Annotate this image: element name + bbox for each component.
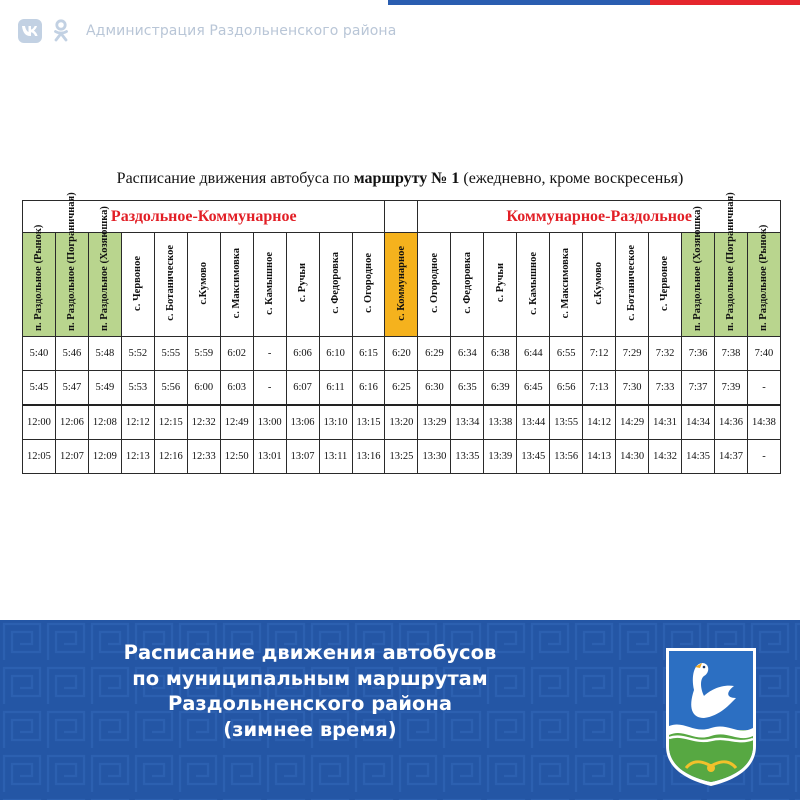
stop-header [220,233,253,337]
time-cell: 6:34 [451,337,484,371]
time-cell: 6:02 [220,337,253,371]
time-cell: 5:47 [55,371,88,406]
time-cell: 13:56 [550,440,583,474]
time-cell: 6:11 [319,371,352,406]
bottom-banner [0,620,800,800]
time-cell: 5:56 [154,371,187,406]
stop-name: с. Коммунарное [395,245,407,321]
time-cell: 13:15 [352,405,385,440]
time-row [23,405,781,440]
time-cell: 13:06 [286,405,319,440]
schedule-title-prefix: Расписание движения автобуса по [116,170,350,187]
top-header [0,0,800,52]
time-cell: 5:55 [154,337,187,371]
time-cell: - [253,337,286,371]
banner-line: (зимнее время) [223,718,397,742]
stop-name: с. Ботаническое [165,245,177,321]
stop-name: с. Федоровка [329,252,341,314]
schedule-title-suffix: (ежедневно, кроме воскресенья) [463,170,684,187]
time-cell: 13:35 [451,440,484,474]
time-cell: 7:12 [583,337,616,371]
banner-title [60,640,560,743]
time-cell: 14:38 [747,405,780,440]
time-cell: 7:30 [616,371,649,406]
stop-name: п. Раздольное (Рынок) [758,224,770,331]
stop-name: с. Червоное [659,255,671,311]
stop-name: п. Раздольное (Хозяюшка) [99,206,111,331]
stop-name: с. Огородное [428,253,440,313]
time-cell: 13:29 [418,405,451,440]
stop-name: с. Огородное [362,253,374,313]
time-cell: 14:37 [715,440,748,474]
time-cell: 6:35 [451,371,484,406]
stop-header [121,233,154,337]
time-cell: 7:37 [682,371,715,406]
time-cell: 7:40 [747,337,780,371]
stop-header [418,233,451,337]
time-cell: 12:00 [23,405,56,440]
time-cell: 12:06 [55,405,88,440]
time-cell: 5:46 [55,337,88,371]
time-cell: 6:45 [517,371,550,406]
stop-name: с.Кумово [593,261,605,305]
time-cell: 7:33 [649,371,682,406]
time-cell: 12:09 [88,440,121,474]
time-cell: 5:45 [23,371,56,406]
odnoklassniki-icon[interactable] [52,18,70,44]
time-cell: 6:56 [550,371,583,406]
time-cell: 13:07 [286,440,319,474]
time-cell: 13:39 [484,440,517,474]
direction-1-header: Раздольное-Коммунарное [23,201,385,233]
time-cell: 12:49 [220,405,253,440]
time-cell: 6:39 [484,371,517,406]
time-cell: 14:36 [715,405,748,440]
time-cell: 6:10 [319,337,352,371]
direction-spacer [385,201,418,233]
stop-header [715,192,748,337]
stop-header [451,233,484,337]
stop-header [517,233,550,337]
stop-name: с. Червоное [132,255,144,311]
banner-line: Расписание движения автобусов [123,641,497,664]
time-cell: 7:36 [682,337,715,371]
time-cell: 6:16 [352,371,385,406]
time-cell: 5:48 [88,337,121,371]
time-cell: - [747,440,780,474]
time-row [23,371,781,406]
time-cell: 12:32 [187,405,220,440]
stop-name: с. Максимовка [230,247,242,319]
time-cell: 6:25 [385,371,418,406]
time-cell: 14:35 [682,440,715,474]
time-cell: 5:40 [23,337,56,371]
time-cell: 13:11 [319,440,352,474]
time-cell: 6:29 [418,337,451,371]
time-cell: 6:06 [286,337,319,371]
time-cell: 5:49 [88,371,121,406]
time-cell: 5:59 [187,337,220,371]
time-cell: 13:45 [517,440,550,474]
direction-2-header: Коммунарное-Раздольное [418,201,781,233]
schedule-table [22,192,781,474]
time-cell: 13:44 [517,405,550,440]
time-cell: 6:20 [385,337,418,371]
stop-name: с. Ботаническое [626,245,638,321]
time-cell: 12:12 [121,405,154,440]
time-cell: 13:10 [319,405,352,440]
banner-line: Раздольненского района [167,692,453,716]
swan-coat-of-arms-icon [664,646,758,788]
schedule-title [0,170,800,188]
stop-header [286,233,319,337]
time-cell: 6:44 [517,337,550,371]
time-cell: 12:05 [23,440,56,474]
stop-header [649,233,682,337]
time-cell: 14:34 [682,405,715,440]
administration-title: Администрация Раздольненского района [86,23,397,39]
time-cell: - [747,371,780,406]
stop-header [88,206,121,337]
tricolor-stripe [0,0,800,5]
stop-name: п. Раздольное (Хозяюшка) [692,206,704,331]
time-cell: 13:01 [253,440,286,474]
time-cell: 14:30 [616,440,649,474]
time-cell: 6:38 [484,337,517,371]
stop-header [319,233,352,337]
time-cell: 7:32 [649,337,682,371]
stop-header [253,233,286,337]
time-row [23,440,781,474]
time-cell: 13:16 [352,440,385,474]
time-cell: 13:38 [484,405,517,440]
stops-row [23,233,781,337]
time-row [23,337,781,371]
stop-name: п. Раздольное (Пограничная) [66,192,78,331]
stop-name: с. Ручьи [296,263,308,303]
direction-row [23,201,781,233]
time-cell: 6:03 [220,371,253,406]
time-cell: 6:07 [286,371,319,406]
vk-icon[interactable] [18,19,42,43]
time-cell: 7:29 [616,337,649,371]
time-cell: 5:52 [121,337,154,371]
stop-name: п. Раздольное (Рынок) [33,224,45,331]
time-cell: 14:29 [616,405,649,440]
stop-header [352,233,385,337]
stop-header [550,233,583,337]
stop-header [154,233,187,337]
time-cell: 14:12 [583,405,616,440]
stop-name: с. Камышное [263,251,275,315]
stop-name: с.Кумово [197,261,209,305]
stop-header [747,224,780,337]
stop-header [385,233,418,337]
time-cell: 6:30 [418,371,451,406]
stop-header [187,233,220,337]
time-cell: 6:00 [187,371,220,406]
banner-line: по муниципальным маршрутам [132,666,488,690]
time-cell: 12:15 [154,405,187,440]
time-cell: 13:34 [451,405,484,440]
stop-header [484,233,517,337]
time-cell: 7:39 [715,371,748,406]
time-cell: 12:07 [55,440,88,474]
stop-header [616,233,649,337]
stop-header [682,206,715,337]
time-cell: 6:15 [352,337,385,371]
stop-header [23,224,56,337]
time-cell: 12:16 [154,440,187,474]
time-cell: 14:31 [649,405,682,440]
stop-name: с. Максимовка [560,247,572,319]
stop-name: с. Ручьи [494,263,506,303]
time-cell: 6:55 [550,337,583,371]
time-cell: 13:30 [418,440,451,474]
time-cell: 13:55 [550,405,583,440]
time-cell: 13:00 [253,405,286,440]
time-cell: 12:08 [88,405,121,440]
time-cell: 13:20 [385,405,418,440]
stop-header [55,192,88,337]
stop-name: п. Раздольное (Пограничная) [725,192,737,331]
schedule-title-route: маршруту № 1 [353,170,460,187]
time-cell: 7:38 [715,337,748,371]
time-cell: 14:32 [649,440,682,474]
time-cell: 7:13 [583,371,616,406]
time-cell: 13:25 [385,440,418,474]
time-cell: - [253,371,286,406]
stop-name: с. Федоровка [461,252,473,314]
stop-name: с. Камышное [527,251,539,315]
time-cell: 14:13 [583,440,616,474]
time-cell: 12:50 [220,440,253,474]
time-cell: 12:33 [187,440,220,474]
time-cell: 12:13 [121,440,154,474]
stop-header [583,233,616,337]
time-cell: 5:53 [121,371,154,406]
